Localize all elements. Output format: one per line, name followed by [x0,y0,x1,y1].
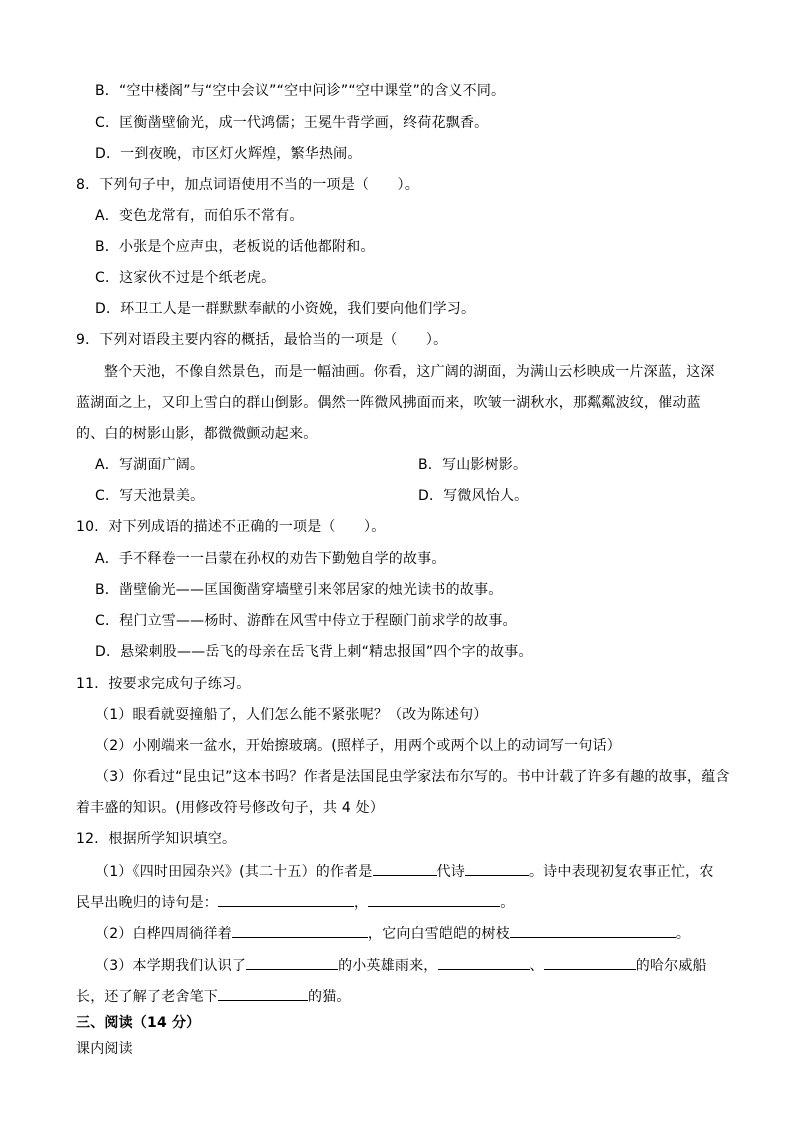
q12-item-1-line-1 [95,861,714,881]
q8-option-d: D．环卫工人是一群默默奉献的小资娩，我们要向他们学习。 [95,301,476,317]
q12-item-2 [95,923,690,943]
q12-stem: 12．根据所学知识填空。 [76,831,237,847]
blank-birch-1[interactable] [232,923,368,938]
q10-option-b: B．凿壁偷光——匡国衡凿穿墙壁引来邻居家的烛光读书的故事。 [95,582,503,598]
q9-passage-line-3: 的、白的树影山影，都微微颤动起来。 [76,426,318,442]
q10-option-c: C．程门立雪——杨时、游酢在风雪中侍立于程颐门前求学的故事。 [95,613,517,629]
q12-text: （3）本学期我们认识了 [95,958,247,974]
q7-option-c: C．匡衡凿壁偷光，成一代鸿儒；王冕牛背学画，终荷花飘香。 [95,115,489,131]
q12-text: 民早出晚归的诗句是： [76,895,218,911]
blank-poet[interactable] [465,861,529,876]
q12-item-3-line-2 [76,986,351,1006]
q11-sentence-3-line-2: 着丰盛的知识。(用修改符号修改句子，共 4 处） [76,800,385,816]
blank-birch-2[interactable] [510,923,676,938]
q8-stem: 8．下列句子中，加点词语使用不当的一项是（ ）。 [76,177,419,193]
q9-stem: 9．下列对语段主要内容的概括，最恰当的一项是（ ）。 [76,332,448,348]
q11-stem: 11．按要求完成句子练习。 [76,676,251,692]
q12-text: 。 [675,926,691,942]
section-3-heading: 三、阅读（14 分） [76,1015,201,1031]
blank-poem-line-1[interactable] [218,892,354,907]
q11-sentence-3-line-1: （3）你看过“昆虫记”这本书吗？作者是法国昆虫学家法布尔写的。书中计载了许多有趣的故事，蕴含 [95,769,730,785]
section-3-subheading: 课内阅读 [76,1041,133,1057]
q12-text: （1）《四时田园杂兴》(其二十五）的作者是 [95,864,373,880]
blank-dynasty[interactable] [373,861,437,876]
q12-text: 、 [529,958,544,974]
blank-captain-adj-2[interactable] [544,955,636,970]
blank-cat-adj[interactable] [218,986,308,1001]
q12-item-3-line-1 [95,955,707,975]
q12-text: ， [354,895,369,911]
q11-sentence-2: （2）小刚端来一盆水，开始擦玻璃。(照样子，用两个或两个以上的动词写一句话） [95,738,621,754]
q12-text: 的哈尔威船 [635,958,707,974]
q10-option-a: A．手不释卷一一吕蒙在孙权的劝告下勤勉自学的故事。 [95,551,446,567]
q12-text: （2）白桦四周徜徉着 [95,926,232,942]
q12-item-1-line-2 [76,892,514,912]
q8-option-c: C．这家伙不过是个纸老虎。 [95,270,276,286]
q12-text: ，它向白雪皑皑的树枝 [367,926,510,942]
q10-option-d: D．悬梁刺股——岳飞的母亲在岳飞背上刺“精忠报国”四个字的故事。 [95,644,533,660]
q12-text: 。 [500,895,515,911]
q9-passage-line-2: 蓝湖面之上，又印上雪白的群山倒影。偶然一阵微风拂面而来，吹皱一湖秋水，那粼粼波纹，催动蓝 [76,395,701,411]
q12-text: 代诗 [436,864,465,880]
q12-text: 长，还了解了老舍笔下 [76,989,218,1005]
q12-text: 的猫。 [308,989,351,1005]
q8-option-b: B．小张是个应声虫，老板说的话他都附和。 [95,239,375,255]
q9-option-a: A．写湖面广阔。 [95,457,205,473]
q12-text: 。诗中表现初复农事正忙，农 [528,864,714,880]
q7-option-b: B．“空中楼阁”与“空中会议”“空中问诊”“空中课堂”的含义不同。 [95,83,506,99]
q9-option-c: C．写天池景美。 [95,488,205,504]
q10-stem: 10．对下列成语的描述不正确的一项是（ ）。 [76,519,386,535]
q8-option-a: A．变色龙常有，而伯乐不常有。 [95,208,304,224]
q9-option-b: B．写山影树影。 [418,457,528,473]
q9-passage-line-1: 整个天池，不像自然景色，而是一幅油画。你看，这广阔的湖面，为满山云杉映成一片深蓝，这深 [104,364,715,380]
q9-option-d: D．写微风怡人。 [418,488,529,504]
blank-hero-adj[interactable] [246,955,338,970]
blank-poem-line-2[interactable] [368,892,500,907]
q11-sentence-1: （1）眼看就耍撞船了，人们怎么能不紧张呢？（改为陈述句） [95,707,488,723]
q12-text: 的小英雄雨来， [338,958,438,974]
q7-option-d: D．一到夜晚，市区灯火辉煌，繁华热闹。 [95,146,362,162]
blank-captain-adj-1[interactable] [438,955,530,970]
